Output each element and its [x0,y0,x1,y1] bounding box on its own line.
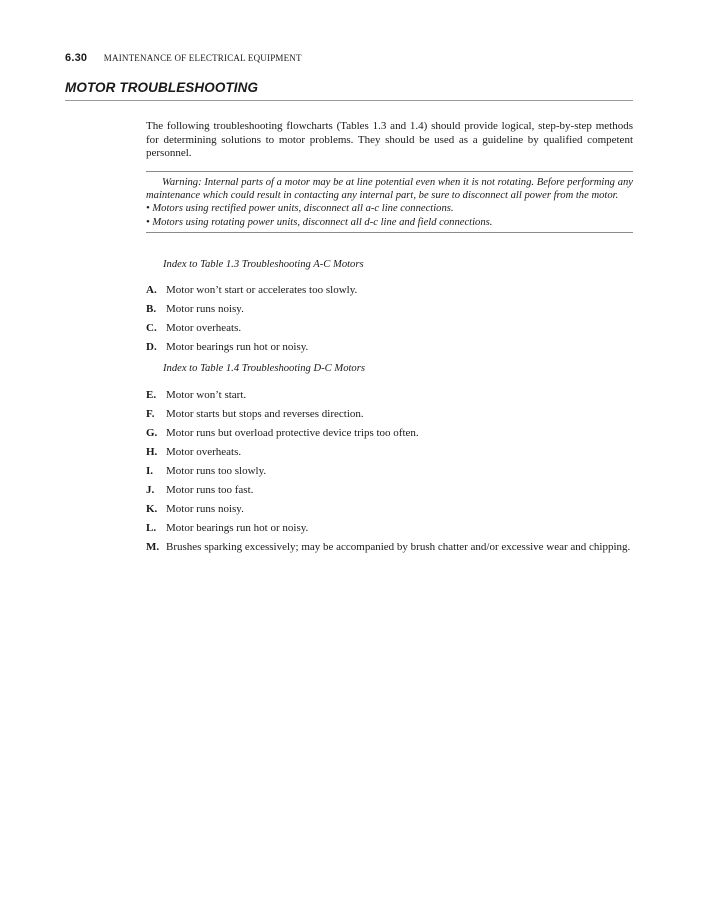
dc-index-list [146,389,633,555]
item-key: F. [146,407,155,420]
warning-bullet-2: • Motors using rotating power units, disconnect all d-c line and field connections. [146,216,493,228]
list-item [146,303,633,317]
item-key: J. [146,483,155,496]
page-number: 6.30 [65,52,88,64]
ac-index-list [146,284,633,355]
item-key: D. [146,340,157,353]
item-text: Motor bearings run hot or noisy. [166,340,309,353]
item-text: Motor won’t start. [166,388,247,401]
item-key: B. [146,302,157,315]
intro-paragraph: The following troubleshooting flowcharts (Tables 1.3 and 1.4) should provide logical, step-by-step methods for determining solutions to motor problems. They should be used as a guideline by qualified competent personnel. [146,120,633,159]
item-key: A. [146,283,157,296]
item-key: M. [146,540,160,553]
list-item [146,427,633,441]
item-key: H. [146,445,158,458]
section-title: MOTOR TROUBLESHOOTING [65,80,259,95]
warning-bullet-1: • Motors using rectified power units, disconnect all a-c line connections. [146,203,454,215]
list-item [146,465,633,479]
item-key: I. [146,464,154,477]
item-text: Motor runs noisy. [166,302,244,315]
dc-index-heading: Index to Table 1.4 Troubleshooting D-C Motors [163,363,365,375]
list-item [146,389,633,403]
item-text: Motor runs noisy. [166,502,244,515]
warning-text: Warning: Internal parts of a motor may be at line potential even when it is not rotating. Before performing any maintenance which could result in contacting any internal part, be sure to disconnect all power from the motor. [146,176,633,201]
item-key: G. [146,426,158,439]
list-item [146,322,633,336]
list-item [146,503,633,517]
list-item [146,522,633,536]
item-text: Motor runs too slowly. [166,464,267,477]
item-text: Motor won’t start or accelerates too slowly. [166,283,358,296]
running-title: MAINTENANCE OF ELECTRICAL EQUIPMENT [103,53,302,63]
item-text: Motor bearings run hot or noisy. [166,521,309,534]
item-key: C. [146,321,157,334]
item-text: Motor overheats. [166,445,242,458]
list-item [146,484,633,498]
title-rule [65,100,633,101]
list-item [146,408,633,422]
running-header [65,52,302,64]
list-item [146,341,633,355]
item-text: Motor runs too fast. [166,483,254,496]
item-key: E. [146,388,157,401]
item-text: Motor runs but overload protective device trips too often. [166,426,419,439]
main-content [146,120,633,560]
ac-index-heading: Index to Table 1.3 Troubleshooting A-C Motors [163,259,364,271]
list-item [146,284,633,298]
warning-box [146,171,633,234]
list-item [146,446,633,460]
item-key: K. [146,502,158,515]
item-text: Brushes sparking excessively; may be accompanied by brush chatter and/or excessive wear and chipping. [166,540,631,553]
list-item [146,541,633,555]
item-key: L. [146,521,157,534]
item-text: Motor overheats. [166,321,242,334]
item-text: Motor starts but stops and reverses direction. [166,407,364,420]
